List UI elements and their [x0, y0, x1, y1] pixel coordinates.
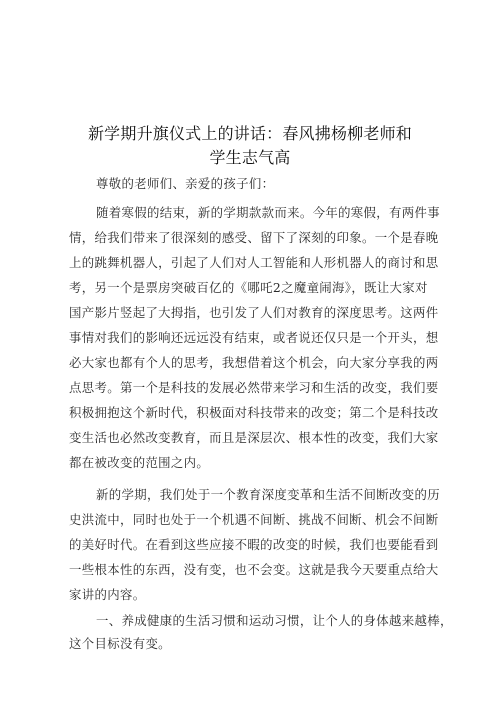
paragraph-2-line: 一些根本性的东西，没有变，也不会变。这就是我今天要重点给大 [69, 562, 439, 577]
paragraph-2-line: 的美好时代。在看到这些应接不暇的改变的时候，我们也要能看到 [69, 537, 439, 552]
paragraph-3-line: 这个目标没有变。 [69, 636, 171, 651]
paragraph-1-line: 事情对我们的影响还远远没有结束，或者说还仅只是一个开头，想 [69, 330, 439, 345]
document-title-line-2: 学生志气高 [209, 148, 291, 167]
paragraph-1-line: 都在被改变的范围之内。 [69, 455, 210, 470]
paragraph-1-line: 情，给我们带来了很深刻的感受、留下了深刻的印象。一个是春晚 [69, 230, 439, 245]
paragraph-1-line: 必大家也都有个人的思考，我想借着这个机会，向大家分享我的两 [69, 355, 439, 370]
document-title-line-1: 新学期升旗仪式上的讲话：春风拂杨柳老师和 [87, 124, 412, 143]
paragraph-3-line: 一、养成健康的生活习惯和运动习惯，让个人的身体越来越棒， [96, 613, 453, 628]
paragraph-1-line: 考，另一个是票房突破百亿的《哪吒2之魔童闹海》，既让大家对 [69, 280, 428, 295]
paragraph-1-line: 国产影片竖起了大拇指，也引发了人们对教育的深度思考。这两件 [69, 305, 439, 320]
paragraph-1-line: 变生活也必然改变教育，而且是深层次、根本性的改变，我们大家 [69, 430, 439, 445]
paragraph-2-line: 家讲的内容。 [69, 587, 146, 602]
paragraph-1-line: 上的跳舞机器人，引起了人们对人工智能和人形机器人的商讨和思 [69, 255, 439, 270]
paragraph-1-line: 随着寒假的结束，新的学期款款而来。今年的寒假，有两件事 [96, 205, 440, 220]
paragraph-1-line: 点思考。第一个是科技的发展必然带来学习和生活的改变，我们要 [69, 380, 439, 395]
paragraph-1-line: 积极拥抱这个新时代，积极面对科技带来的改变；第二个是科技改 [69, 405, 439, 420]
paragraph-2-line: 新的学期，我们处于一个教育深度变革和生活不间断改变的历 [96, 487, 440, 502]
paragraph-2-line: 史洪流中，同时也处于一个机遇不间断、挑战不间断、机会不间断 [69, 512, 439, 527]
greeting: 尊敬的老师们、亲爱的孩子们： [96, 176, 275, 191]
